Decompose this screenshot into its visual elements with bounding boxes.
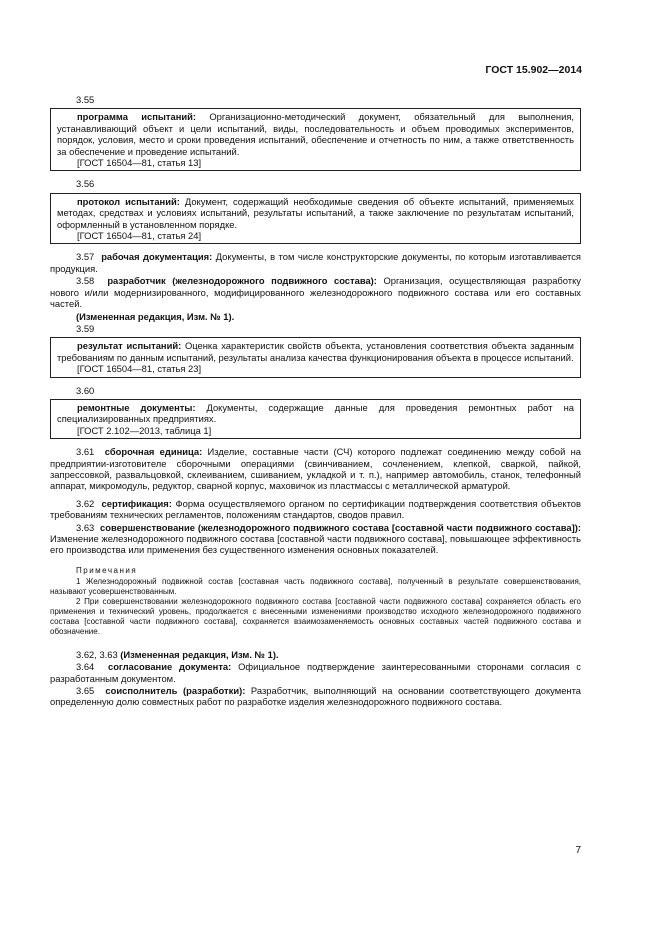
note-item: 2 При совершенствовании железнодорожного подвижного состава [составной части подвижного состава] сохраняется область его применения и технический уровень, продолжается с внесенными изменениями производство исходного железнодорожного подвижного состава [составной части подвижного состава], сохраняется взаимозаменяемость основных составных частей подвижного состава и обозначение. [50,596,581,636]
reference: [ГОСТ 16504—81, статья 23] [77,363,202,375]
paragraph-3-62 [50,498,581,521]
definition: Изменение железнодорожного подвижного состава [составной части подвижного состава], повышающее эффективность его производства или применения без существенного изменения основных показателей. [50,533,581,556]
amendment-note [50,311,581,322]
entry-number: 3.55 [76,94,95,105]
entry-number: 3.61 [76,446,95,458]
notes-title: Примечания [76,565,138,575]
entry-number: 3.65 [76,685,95,697]
document-body [50,94,581,709]
definition: Официальное подтверждение заинтересованными сторонами согласия с разработанным документом. [50,661,581,684]
document-header: ГОСТ 15.902—2014 [485,64,582,76]
paragraph-3-57 [50,251,581,274]
entry-number: 3.64 [76,661,95,673]
term: сертификация: [101,497,172,509]
paragraph-3-61 [50,446,581,492]
term: программа испытаний: [77,111,197,123]
reference: [ГОСТ 16504—81, статья 24] [77,230,202,242]
definition-text [57,196,574,230]
paragraph-3-65 [50,685,581,708]
definition: Форма осуществляемого органом по сертификации подтверждения соответствия объектов требованиям технических регламентов, положениям стандартов, сводов правил. [50,497,581,521]
definition-box [50,337,581,377]
reference: [ГОСТ 16504—81, статья 13] [77,157,202,169]
amendment-text: (Измененная редакция, Изм. № 1). [117,648,279,660]
term: соисполнитель (разработки): [105,685,246,697]
entry-number: 3.62, 3.63 [76,648,118,660]
definition: Организационно-методический документ, обязательный для выполнения, устанавливающий объект и цели испытаний, виды, последовательность и объем проводимых экспериментов, порядок, условия, место и сроки проведения испытаний, обеспечение и отчетность по ним, а также ответственность за обеспечение и проведение испытаний. [57,111,574,157]
definition: Оценка характеристик свойств объекта, установления соответствия объекта заданным требованиям по данным испытаний, результаты анализа качества функционирования объекта в процессе испытаний. [57,340,574,363]
amendment-text: (Измененная редакция, Изм. № 1). [76,310,235,322]
note-item: 1 Железнодорожный подвижной состав [составная часть подвижного состава], полученный в результате совершенствования, называют усовершенствованным. [50,576,581,596]
term: разработчик (железнодорожного подвижного состава): [107,275,377,287]
term: ремонтные документы: [77,401,196,413]
entry-number: 3.56 [76,178,95,190]
definition-text [57,111,574,157]
reference: [ГОСТ 2.102—2013, таблица 1] [77,424,212,436]
entry-number: 3.62 [76,497,95,509]
entry-number: 3.60 [76,384,95,396]
definition: Документы, в том числе конструкторские документы, по которым изготавливается продукция. [50,251,581,274]
definition-text [57,402,574,425]
paragraph-3-58 [50,275,581,309]
amendment-note [50,649,581,660]
entry-number: 3.63 [76,521,95,533]
definition: Документ, содержащий необходимые сведения об объекте испытаний, применяемых методах, средствах и условиях испытаний, результаты испытаний, а также заключение по результатам испытаний, оформленный в установленном порядке. [57,195,574,230]
paragraph-3-63 [50,522,581,556]
term: результат испытаний: [77,340,182,352]
entry-number: 3.58 [76,275,95,287]
definition-box [50,399,581,439]
term: протокол испытаний: [77,195,180,207]
page-number: 7 [575,845,581,856]
definition: Разработчик, выполняющий на основании соответствующего документа определенную долю совместных работ по разработке изделия железнодорожного подвижного состава. [50,685,581,708]
entry-number: 3.59 [76,322,95,334]
definition-text [57,340,574,363]
term: сборочная единица: [104,446,203,458]
paragraph-3-64 [50,661,581,684]
term: совершенствование (железнодорожного подвижного состава [составной части подвижного состава]): [100,521,581,533]
definition-box [50,108,581,171]
definition: Организация, осуществляющая разработку нового и/или модернизированного, модифицированного железнодорожного подвижного состава или его составных частей. [50,275,581,310]
notes-section [50,566,581,637]
entry-number: 3.57 [76,251,95,263]
definition: Изделие, составные части (СЧ) которого подлежат соединению между собой на предприятии-изготовителе сборочными операциями (свинчиванием, сочленением, клепкой, сваркой, пайкой, запрессовкой, развальцовкой, склеиванием, сшиванием, укладкой и т. п.), например автомобиль, станок, телефонный аппарат, микромодуль, редуктор, сварной корпус, маховичок из пластмассы с металлической арматурой. [50,446,581,492]
term: рабочая документация: [101,251,213,263]
term: согласование документа: [107,661,232,673]
definition: Документы, содержащие данные для проведения ремонтных работ на специализированных предприятиях. [57,401,574,425]
definition-box [50,193,581,245]
